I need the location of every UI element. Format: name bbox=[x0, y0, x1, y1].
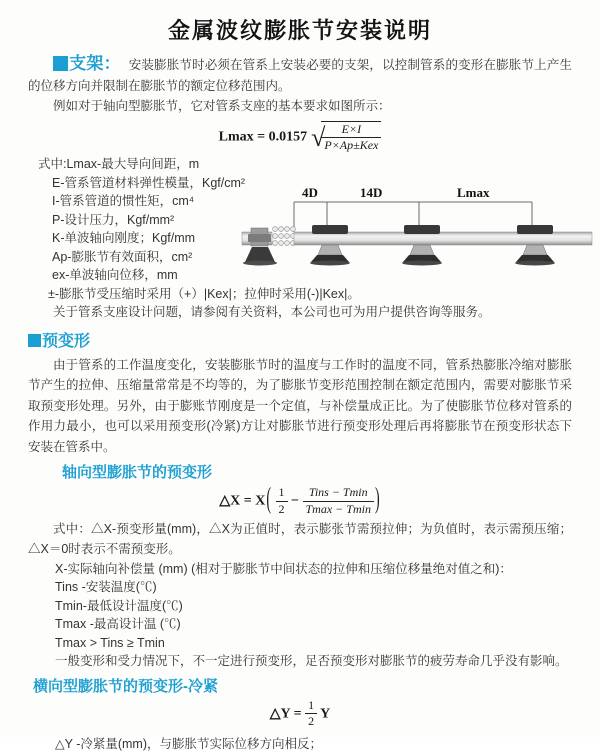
dimension-label-4d: 4D bbox=[302, 185, 318, 200]
variable-line: Tmin-最低设计温度(℃) bbox=[55, 598, 183, 613]
one-half-fraction: $\frac{1}{2}$ bbox=[305, 699, 317, 730]
lmax-formula-numerator: E×I bbox=[321, 123, 381, 139]
variable-line: Tmax -最高设计温 (℃) bbox=[55, 617, 181, 632]
lmax-formula bbox=[28, 121, 572, 154]
pipe-support-diagram bbox=[242, 186, 598, 286]
sqrt-symbol: √ bbox=[311, 122, 326, 152]
support-example-line: 例如对于轴向型膨胀节，它对管系支座的基本要求如图所示： bbox=[53, 99, 391, 113]
definition-line: K-单波轴向刚度；Kgf/mm bbox=[52, 231, 196, 246]
bellows bbox=[273, 227, 296, 246]
predeform-paragraph: 由于管系的工作温度变化，安装膨胀节时的温度与工作时的温度不同，管系热膨胀冷缩对膨胀节产生的拉伸、压缩量常常是不均等的，为了膨胀节变形范围控制在额定范围内，需要对膨胀节采取预变形处理。另外，由于膨账节刚度是一个定值，与补偿量成正比。为了使膨胀节位移对管系的作用力最小，也可以采用预变形(冷紧)方让对膨胀节进行预变形处理后再将膨胀节在预变形状态下安装在管系中。 bbox=[28, 357, 572, 454]
subheading-axial: 轴向型膨胀节的预变形 bbox=[62, 464, 213, 482]
delta-y-lead: △Y = bbox=[269, 706, 302, 722]
support-intro-text: 安装膨胀节时必须在管系上安装必要的支架，以控制管系的变形在膨胀节上产生的位移方向并限制在膨胀节的额定位移范围内。 bbox=[28, 58, 572, 93]
variable-line: 一般变形和受力情况下，不一定进行预变形，足否预变形对膨胀节的疲劳寿命几乎没有影响。 bbox=[55, 654, 568, 669]
lmax-formula-denominator: P×Ap±Kex bbox=[324, 138, 379, 153]
pipe-diagram-graphic bbox=[242, 186, 598, 286]
page-title: 金属波纹膨胀节安装说明 bbox=[167, 18, 432, 43]
section-heading-predeform: 预变形 bbox=[28, 332, 572, 352]
definition-line: E-管系管道材料弹性模量，Kgf/cm² bbox=[52, 175, 246, 190]
minus-sign: − bbox=[291, 493, 299, 509]
delta-y-note: △Y -冷紧量(mm)，与膨胀节实际位移方向相反； bbox=[55, 737, 323, 752]
subheading-lateral: 横向型膨胀节的预变形-冷紧 bbox=[33, 677, 218, 695]
definition-line: ±-膨胀节受压缩时采用（+）|Kex|；拉伸时采用(-)|Kex|。 bbox=[48, 286, 360, 301]
delta-y-formula bbox=[28, 699, 572, 730]
definition-line: ex-单波轴向位移，mm bbox=[52, 268, 178, 283]
lmax-formula-radicand bbox=[321, 121, 381, 154]
section-heading-support: 支架： bbox=[69, 54, 121, 73]
variable-line: Tins -安装温度(℃) bbox=[55, 580, 157, 595]
definition-line: Ap-膨胀节有效面积，cm² bbox=[52, 249, 193, 264]
square-bullet-icon bbox=[53, 56, 68, 71]
dimension-label-14d: 14D bbox=[360, 185, 383, 200]
open-paren: ( bbox=[266, 484, 272, 517]
support-intro-paragraph bbox=[28, 54, 572, 96]
square-bullet-icon bbox=[28, 334, 41, 347]
dimension-label-lmax: Lmax bbox=[457, 185, 490, 200]
temperature-fraction: $\frac{\text{Tins − Tmin}}{Tmax - Tmin}$ bbox=[303, 486, 374, 517]
definition-line: 关于管系支座设计问题，请参阅有关资料，本公司也可为用户提供咨询等服务。 bbox=[53, 305, 491, 320]
variable-line: Tmax > Tins ≥ Tmin bbox=[55, 635, 165, 650]
definition-line: 式中:Lmax-最大导向间距，m bbox=[38, 157, 200, 172]
one-half-fraction: $\frac{1}{2}$ bbox=[276, 486, 288, 517]
definition-line: P-设计压力，Kgf/mm² bbox=[52, 212, 175, 227]
variable-line: X-实际轴向补偿量 (mm) (相对于膨胀节中间状态的拉伸和压缩位移量绝对值之和)： bbox=[55, 561, 512, 576]
definition-line: I-管系管道的惯性矩，cm⁴ bbox=[52, 194, 195, 209]
close-paren: ) bbox=[374, 484, 380, 517]
delta-x-formula bbox=[28, 486, 572, 517]
delta-y-tail: Y bbox=[320, 706, 331, 722]
delta-x-lead: △X = X bbox=[219, 493, 266, 509]
delta-x-note: 式中：△X-预变形量(mm)，△X为正值时，表示膨张节需预拉伸；为负值时，表示需预压缩；△X＝0时表示不需预变形。 bbox=[28, 521, 572, 557]
lmax-formula-lead: Lmax = 0.0157 bbox=[218, 129, 308, 145]
